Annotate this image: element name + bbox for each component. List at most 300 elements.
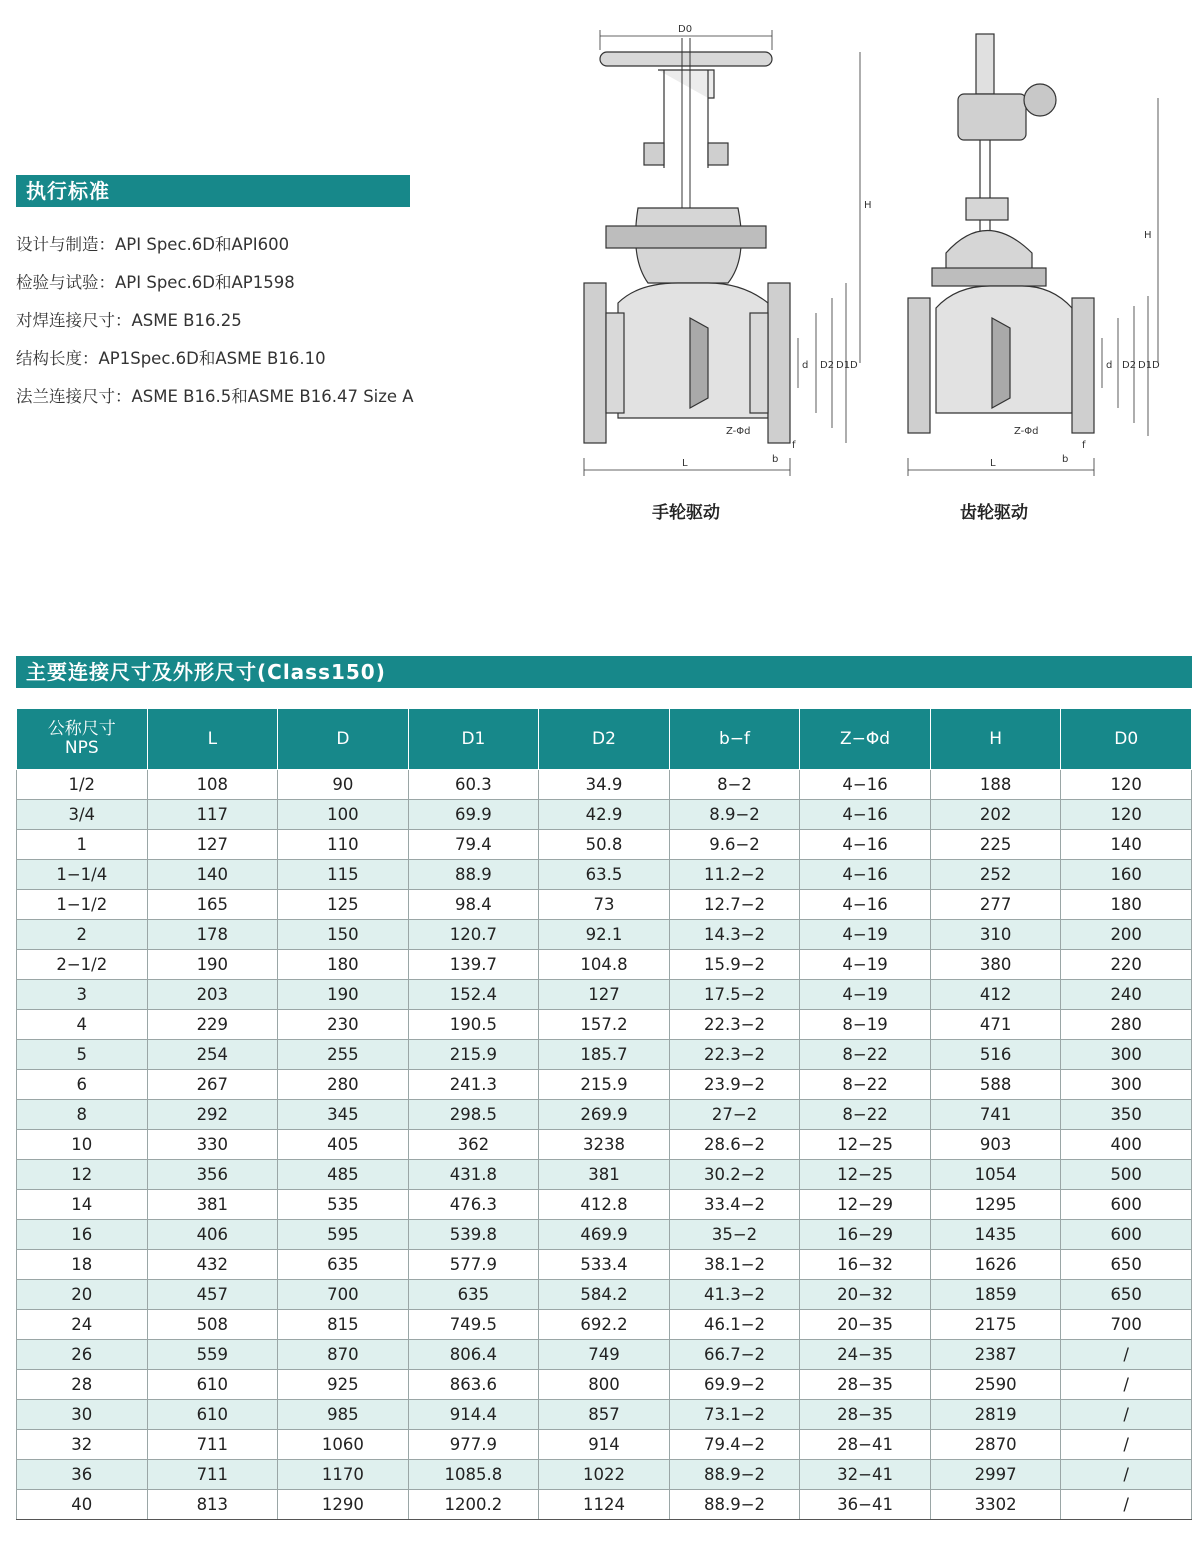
label-d1: D1 (1138, 360, 1153, 371)
standards-title: 执行标准 (16, 175, 410, 207)
table-cell: 2870 (930, 1430, 1061, 1460)
label-D: D (850, 360, 858, 371)
table-cell: 16−29 (800, 1220, 931, 1250)
table-cell: 30 (17, 1400, 148, 1430)
table-cell: 12 (17, 1160, 148, 1190)
label-d: d (1106, 360, 1113, 371)
table-cell: 380 (930, 950, 1061, 980)
table-cell: 356 (147, 1160, 278, 1190)
table-cell: 108 (147, 770, 278, 800)
table-cell: 1200.2 (408, 1490, 539, 1520)
table-row (17, 1220, 1192, 1250)
table-cell: 1626 (930, 1250, 1061, 1280)
table-cell: 692.2 (539, 1310, 670, 1340)
table-cell: 412.8 (539, 1190, 670, 1220)
table-cell: 254 (147, 1040, 278, 1070)
table-row (17, 1340, 1192, 1370)
table-cell: 412 (930, 980, 1061, 1010)
column-header: 公称尺寸 NPS (17, 709, 148, 770)
table-cell: 267 (147, 1070, 278, 1100)
table-row (17, 1070, 1192, 1100)
column-header: L (147, 709, 278, 770)
table-cell: 914.4 (408, 1400, 539, 1430)
table-cell: 34.9 (539, 770, 670, 800)
table-cell: / (1061, 1370, 1192, 1400)
table-cell: 4−16 (800, 800, 931, 830)
label-zd: Z-Φd (1014, 426, 1039, 437)
table-cell: 600 (1061, 1190, 1192, 1220)
table-cell: 24 (17, 1310, 148, 1340)
table-cell: 500 (1061, 1160, 1192, 1190)
gear-box (958, 94, 1026, 140)
gear-handwheel (1024, 84, 1056, 116)
standard-value: AP1Spec.6D和ASME B16.10 (98, 349, 326, 368)
table-cell: / (1061, 1430, 1192, 1460)
table-cell: 977.9 (408, 1430, 539, 1460)
table-cell: 9.6−2 (669, 830, 800, 860)
table-cell: 1085.8 (408, 1460, 539, 1490)
table-cell: 508 (147, 1310, 278, 1340)
left-flange (908, 298, 930, 433)
table-cell: 4−19 (800, 920, 931, 950)
table-cell: 8−22 (800, 1070, 931, 1100)
table-cell: 10 (17, 1130, 148, 1160)
standard-label: 法兰连接尺寸： (16, 387, 132, 406)
table-cell: 18 (17, 1250, 148, 1280)
table-row (17, 1250, 1192, 1280)
dimensions-table (16, 708, 1192, 1520)
table-cell: 38.1−2 (669, 1250, 800, 1280)
column-header: D (278, 709, 409, 770)
table-cell: 14 (17, 1190, 148, 1220)
gear-caption: 齿轮驱动 (960, 503, 1028, 523)
table-cell: 28.6−2 (669, 1130, 800, 1160)
table-cell: 650 (1061, 1250, 1192, 1280)
table-cell: / (1061, 1400, 1192, 1430)
table-cell: 2 (17, 920, 148, 950)
table-cell: 485 (278, 1160, 409, 1190)
standard-item (16, 302, 414, 340)
table-cell: 28−35 (800, 1400, 931, 1430)
table-cell: 3238 (539, 1130, 670, 1160)
table-cell: 4 (17, 1010, 148, 1040)
table-cell: 381 (147, 1190, 278, 1220)
label-b: b (1062, 454, 1069, 465)
column-header: D0 (1061, 709, 1192, 770)
table-cell: 292 (147, 1100, 278, 1130)
table-cell: 36−41 (800, 1490, 931, 1520)
table-cell: 700 (278, 1280, 409, 1310)
table-cell: 125 (278, 890, 409, 920)
table-cell: 190 (147, 950, 278, 980)
standard-value: ASME B16.5和ASME B16.47 Size A (131, 387, 414, 406)
table-cell: 1−1/4 (17, 860, 148, 890)
table-cell: 863.6 (408, 1370, 539, 1400)
table-cell: 584.2 (539, 1280, 670, 1310)
label-f: f (1082, 440, 1086, 451)
table-cell: 17.5−2 (669, 980, 800, 1010)
dimensions-title: 主要连接尺寸及外形尺寸(Class150) (16, 656, 1192, 688)
table-cell: 23.9−2 (669, 1070, 800, 1100)
table-cell: 120.7 (408, 920, 539, 950)
table-cell: 577.9 (408, 1250, 539, 1280)
table-cell: 36 (17, 1460, 148, 1490)
table-cell: / (1061, 1490, 1192, 1520)
table-row (17, 1130, 1192, 1160)
table-cell: 1054 (930, 1160, 1061, 1190)
table-cell: 2819 (930, 1400, 1061, 1430)
table-cell: 28−41 (800, 1430, 931, 1460)
table-cell: 73 (539, 890, 670, 920)
table-cell: 229 (147, 1010, 278, 1040)
table-cell: 165 (147, 890, 278, 920)
table-cell: 92.1 (539, 920, 670, 950)
label-l: L (990, 458, 996, 469)
table-cell: 240 (1061, 980, 1192, 1010)
standard-value: API Spec.6D和AP1598 (115, 273, 295, 292)
table-cell: 79.4−2 (669, 1430, 800, 1460)
label-zd: Z-Φd (726, 426, 751, 437)
table-cell: 8−2 (669, 770, 800, 800)
table-cell: 90 (278, 770, 409, 800)
table-cell: 870 (278, 1340, 409, 1370)
table-cell: 20 (17, 1280, 148, 1310)
table-cell: 69.9 (408, 800, 539, 830)
table-cell: 1/2 (17, 770, 148, 800)
right-flange (768, 283, 790, 443)
table-row (17, 890, 1192, 920)
table-cell: 24−35 (800, 1340, 931, 1370)
table-cell: 20−32 (800, 1280, 931, 1310)
table-cell: 5 (17, 1040, 148, 1070)
table-cell: 15.9−2 (669, 950, 800, 980)
table-cell: 252 (930, 860, 1061, 890)
table-cell: 539.8 (408, 1220, 539, 1250)
table-cell: 98.4 (408, 890, 539, 920)
table-cell: 255 (278, 1040, 409, 1070)
table-row (17, 770, 1192, 800)
table-row (17, 1370, 1192, 1400)
table-cell: 800 (539, 1370, 670, 1400)
table-cell: 3302 (930, 1490, 1061, 1520)
table-cell: 88.9−2 (669, 1460, 800, 1490)
table-cell: 1022 (539, 1460, 670, 1490)
table-cell: 1060 (278, 1430, 409, 1460)
table-cell: 4−16 (800, 830, 931, 860)
table-cell: 150 (278, 920, 409, 950)
table-cell: 535 (278, 1190, 409, 1220)
table-row (17, 980, 1192, 1010)
table-cell: / (1061, 1460, 1192, 1490)
right-flange (1072, 298, 1094, 433)
table-cell: 4−16 (800, 770, 931, 800)
table-cell: 476.3 (408, 1190, 539, 1220)
table-cell: 280 (1061, 1010, 1192, 1040)
label-d0: D0 (678, 24, 693, 35)
table-row (17, 920, 1192, 950)
table-cell: 1−1/2 (17, 890, 148, 920)
table-cell: 180 (278, 950, 409, 980)
label-d: d (802, 360, 809, 371)
table-cell: 4−19 (800, 950, 931, 980)
table-row (17, 1490, 1192, 1520)
table-cell: 88.9−2 (669, 1490, 800, 1520)
table-cell: 73.1−2 (669, 1400, 800, 1430)
table-cell: 104.8 (539, 950, 670, 980)
table-cell: 20−35 (800, 1310, 931, 1340)
yoke (658, 70, 714, 168)
table-row (17, 1430, 1192, 1460)
table-cell: 69.9−2 (669, 1370, 800, 1400)
table-cell: 2997 (930, 1460, 1061, 1490)
table-cell: 635 (278, 1250, 409, 1280)
table-cell: 215.9 (539, 1070, 670, 1100)
table-cell: / (1061, 1340, 1192, 1370)
table-row (17, 950, 1192, 980)
label-l: L (682, 458, 688, 469)
table-cell: 2387 (930, 1340, 1061, 1370)
table-cell: 711 (147, 1430, 278, 1460)
table-cell: 14.3−2 (669, 920, 800, 950)
table-cell: 27−2 (669, 1100, 800, 1130)
standard-item (16, 226, 414, 264)
table-cell: 26 (17, 1340, 148, 1370)
table-cell: 280 (278, 1070, 409, 1100)
table-cell: 117 (147, 800, 278, 830)
table-row (17, 860, 1192, 890)
column-header: b−f (669, 709, 800, 770)
table-cell: 269.9 (539, 1100, 670, 1130)
table-cell: 432 (147, 1250, 278, 1280)
table-cell: 50.8 (539, 830, 670, 860)
table-cell: 120 (1061, 770, 1192, 800)
table-cell: 8 (17, 1100, 148, 1130)
column-header: D1 (408, 709, 539, 770)
table-cell: 35−2 (669, 1220, 800, 1250)
table-cell: 2175 (930, 1310, 1061, 1340)
column-header: D2 (539, 709, 670, 770)
table-cell: 406 (147, 1220, 278, 1250)
table-cell: 16−32 (800, 1250, 931, 1280)
standard-item (16, 340, 414, 378)
table-row (17, 800, 1192, 830)
table-cell: 1435 (930, 1220, 1061, 1250)
label-f: f (792, 440, 796, 451)
table-cell: 11.2−2 (669, 860, 800, 890)
table-cell: 152.4 (408, 980, 539, 1010)
table-cell: 110 (278, 830, 409, 860)
table-cell: 405 (278, 1130, 409, 1160)
table-cell: 139.7 (408, 950, 539, 980)
table-cell: 350 (1061, 1100, 1192, 1130)
label-b: b (772, 454, 779, 465)
table-cell: 298.5 (408, 1100, 539, 1130)
table-cell: 4−16 (800, 860, 931, 890)
table-cell: 12.7−2 (669, 890, 800, 920)
label-d1: D1 (836, 360, 851, 371)
standard-item (16, 264, 414, 302)
table-cell: 32−41 (800, 1460, 931, 1490)
table-cell: 28−35 (800, 1370, 931, 1400)
table-cell: 30.2−2 (669, 1160, 800, 1190)
table-cell: 8−22 (800, 1100, 931, 1130)
table-cell: 516 (930, 1040, 1061, 1070)
standard-label: 结构长度： (16, 349, 99, 368)
table-cell: 469.9 (539, 1220, 670, 1250)
table-cell: 127 (147, 830, 278, 860)
table-cell: 220 (1061, 950, 1192, 980)
table-cell: 8−22 (800, 1040, 931, 1070)
table-cell: 914 (539, 1430, 670, 1460)
table-cell: 200 (1061, 920, 1192, 950)
table-cell: 330 (147, 1130, 278, 1160)
table-cell: 180 (1061, 890, 1192, 920)
table-cell: 185.7 (539, 1040, 670, 1070)
table-cell: 650 (1061, 1280, 1192, 1310)
table-row (17, 1040, 1192, 1070)
table-cell: 749.5 (408, 1310, 539, 1340)
table-cell: 8.9−2 (669, 800, 800, 830)
table-row (17, 1280, 1192, 1310)
table-cell: 903 (930, 1130, 1061, 1160)
table-cell: 3 (17, 980, 148, 1010)
table-cell: 813 (147, 1490, 278, 1520)
table-cell: 533.4 (539, 1250, 670, 1280)
table-cell: 588 (930, 1070, 1061, 1100)
table-cell: 33.4−2 (669, 1190, 800, 1220)
table-cell: 42.9 (539, 800, 670, 830)
table-cell: 202 (930, 800, 1061, 830)
table-cell: 1290 (278, 1490, 409, 1520)
label-D: D (1152, 360, 1160, 371)
table-row (17, 1100, 1192, 1130)
left-flange (584, 283, 606, 443)
table-cell: 140 (147, 860, 278, 890)
table-cell: 60.3 (408, 770, 539, 800)
standard-item (16, 378, 414, 416)
standard-label: 设计与制造： (16, 235, 115, 254)
standard-label: 对焊连接尺寸： (16, 311, 132, 330)
table-cell: 610 (147, 1370, 278, 1400)
table-cell: 600 (1061, 1220, 1192, 1250)
table-cell: 1859 (930, 1280, 1061, 1310)
table-cell: 12−25 (800, 1160, 931, 1190)
table-cell: 1 (17, 830, 148, 860)
label-d2: D2 (820, 360, 835, 371)
table-cell: 190 (278, 980, 409, 1010)
table-cell: 32 (17, 1430, 148, 1460)
table-cell: 6 (17, 1070, 148, 1100)
table-cell: 3/4 (17, 800, 148, 830)
table-cell: 160 (1061, 860, 1192, 890)
table-cell: 381 (539, 1160, 670, 1190)
table-cell: 345 (278, 1100, 409, 1130)
column-header: H (930, 709, 1061, 770)
table-cell: 63.5 (539, 860, 670, 890)
table-cell: 230 (278, 1010, 409, 1040)
table-cell: 127 (539, 980, 670, 1010)
handwheel-caption: 手轮驱动 (652, 503, 720, 523)
column-header: Z−Φd (800, 709, 931, 770)
label-h: H (1144, 230, 1152, 241)
table-cell: 595 (278, 1220, 409, 1250)
table-cell: 12−29 (800, 1190, 931, 1220)
table-cell: 559 (147, 1340, 278, 1370)
table-cell: 203 (147, 980, 278, 1010)
table-cell: 1170 (278, 1460, 409, 1490)
table-cell: 2590 (930, 1370, 1061, 1400)
table-cell: 431.8 (408, 1160, 539, 1190)
table-cell: 120 (1061, 800, 1192, 830)
table-cell: 741 (930, 1100, 1061, 1130)
table-cell: 815 (278, 1310, 409, 1340)
table-row (17, 1160, 1192, 1190)
table-cell: 225 (930, 830, 1061, 860)
handwheel-valve-drawing (578, 18, 872, 478)
table-cell: 28 (17, 1370, 148, 1400)
table-cell: 985 (278, 1400, 409, 1430)
handwheel (600, 52, 772, 66)
table-cell: 457 (147, 1280, 278, 1310)
table-cell: 635 (408, 1280, 539, 1310)
table-cell: 471 (930, 1010, 1061, 1040)
table-cell: 12−25 (800, 1130, 931, 1160)
table-cell: 749 (539, 1340, 670, 1370)
table-cell: 1295 (930, 1190, 1061, 1220)
table-cell: 241.3 (408, 1070, 539, 1100)
standards-list (16, 226, 414, 416)
table-cell: 610 (147, 1400, 278, 1430)
table-row (17, 1400, 1192, 1430)
table-cell: 711 (147, 1460, 278, 1490)
table-cell: 277 (930, 890, 1061, 920)
table-cell: 88.9 (408, 860, 539, 890)
table-row (17, 1460, 1192, 1490)
gear-valve-drawing (902, 18, 1192, 478)
table-cell: 41.3−2 (669, 1280, 800, 1310)
table-row (17, 1010, 1192, 1040)
label-h: H (864, 200, 872, 211)
stem-cap (976, 34, 994, 94)
table-cell: 140 (1061, 830, 1192, 860)
table-cell: 300 (1061, 1070, 1192, 1100)
table-cell: 857 (539, 1400, 670, 1430)
table-cell: 22.3−2 (669, 1010, 800, 1040)
table-cell: 16 (17, 1220, 148, 1250)
label-d2: D2 (1122, 360, 1137, 371)
table-row (17, 1310, 1192, 1340)
table-cell: 300 (1061, 1040, 1192, 1070)
table-cell: 215.9 (408, 1040, 539, 1070)
table-cell: 4−16 (800, 890, 931, 920)
table-cell: 4−19 (800, 980, 931, 1010)
table-cell: 700 (1061, 1310, 1192, 1340)
table-cell: 66.7−2 (669, 1340, 800, 1370)
table-cell: 1124 (539, 1490, 670, 1520)
table-cell: 22.3−2 (669, 1040, 800, 1070)
table-cell: 400 (1061, 1130, 1192, 1160)
table-header-row (17, 709, 1192, 770)
table-cell: 178 (147, 920, 278, 950)
table-row (17, 830, 1192, 860)
table-row (17, 1190, 1192, 1220)
table-cell: 157.2 (539, 1010, 670, 1040)
table-cell: 806.4 (408, 1340, 539, 1370)
standard-label: 检验与试验： (16, 273, 115, 292)
table-cell: 8−19 (800, 1010, 931, 1040)
table-cell: 40 (17, 1490, 148, 1520)
table-cell: 362 (408, 1130, 539, 1160)
